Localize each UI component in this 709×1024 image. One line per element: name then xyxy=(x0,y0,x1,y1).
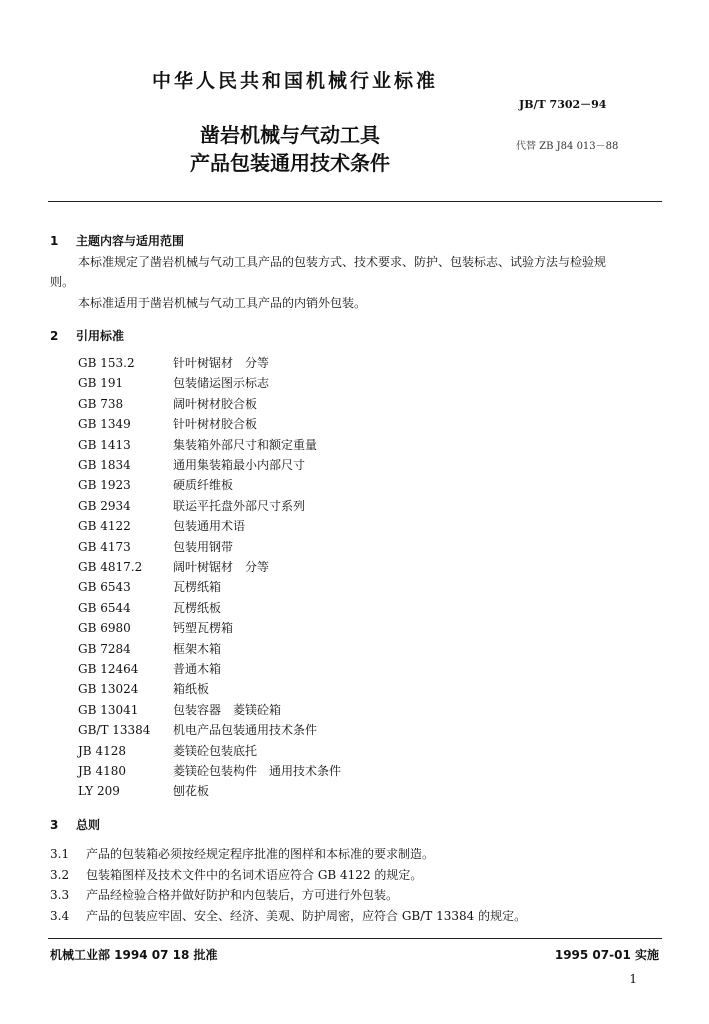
reference-code: GB 6980 xyxy=(78,621,131,636)
section1-para1-cont: 则。 xyxy=(50,275,75,289)
reference-item xyxy=(78,700,281,720)
reference-code: GB 153.2 xyxy=(78,356,135,370)
clause-number: 3.4 xyxy=(50,908,70,923)
reference-item xyxy=(78,679,209,699)
reference-item xyxy=(78,414,257,434)
clause-number: 3.1 xyxy=(50,847,70,861)
page-number: 1 xyxy=(629,972,637,986)
reference-item xyxy=(78,761,341,781)
reference-item xyxy=(78,516,245,536)
reference-item xyxy=(78,496,305,516)
document-title-line1: 凿岩机械与气动工具 xyxy=(200,123,380,147)
reference-name: 箱纸板 xyxy=(173,682,210,697)
reference-code: LY 209 xyxy=(78,784,120,799)
clause-number: 3.3 xyxy=(50,888,70,902)
reference-code: GB 4173 xyxy=(78,539,131,554)
reference-item xyxy=(78,557,269,577)
standard-organization: 中华人民共和国机械行业标准 xyxy=(151,70,438,92)
reference-name: 阔叶树材胶合板 xyxy=(173,396,258,411)
reference-item xyxy=(78,639,221,659)
reference-name: 硬质纤维板 xyxy=(173,478,234,493)
clause-text: 产品经检验合格并做好防护和内包装后，方可进行外包装。 xyxy=(86,888,399,902)
reference-name: 包装通用术语 xyxy=(173,519,246,534)
reference-code: GB 2934 xyxy=(78,498,131,513)
clause-text: 包装箱图样及技术文件中的名词术语应符合 GB 4122 的规定。 xyxy=(86,867,423,882)
reference-name: 集装箱外部尺寸和额定重量 xyxy=(173,437,318,452)
reference-code: GB/T 13384 xyxy=(78,723,151,738)
reference-code: GB 1349 xyxy=(78,417,131,432)
section1-para2: 本标准适用于凿岩机械与气动工具产品的内销外包装。 xyxy=(78,296,367,310)
document-title-line2: 产品包装通用技术条件 xyxy=(190,151,390,175)
reference-name: 瓦楞纸箱 xyxy=(173,580,222,595)
reference-item xyxy=(78,598,221,618)
clause-item xyxy=(50,844,434,864)
reference-name: 机电产品包装通用技术条件 xyxy=(173,723,318,738)
reference-code: GB 1413 xyxy=(78,437,131,452)
implementation-date: 1995 07-01 实施 xyxy=(554,948,659,962)
reference-name: 菱镁砼包装底托 xyxy=(173,743,258,758)
reference-item xyxy=(78,394,257,414)
reference-item xyxy=(78,537,233,557)
reference-name: 通用集装箱最小内部尺寸 xyxy=(173,458,306,472)
reference-code: GB 738 xyxy=(78,396,124,411)
reference-code: JB 4180 xyxy=(78,764,126,778)
reference-item xyxy=(78,720,317,740)
clause-number: 3.2 xyxy=(50,867,70,882)
section1-number: 1 xyxy=(50,234,59,248)
section3-number: 3 xyxy=(50,818,59,832)
reference-name: 针叶树材胶合板 xyxy=(173,417,258,432)
reference-name: 瓦楞纸板 xyxy=(173,600,222,615)
standard-number: JB/T 7302－94 xyxy=(519,98,607,111)
section2-number: 2 xyxy=(50,329,59,343)
reference-name: 框架木箱 xyxy=(173,641,222,656)
reference-item xyxy=(78,741,257,761)
reference-name: 刨花板 xyxy=(173,784,210,799)
reference-name: 包装容器 菱镁砼箱 xyxy=(173,702,282,717)
reference-name: 普通木箱 xyxy=(173,662,222,676)
clause-text: 产品的包装箱必须按经规定程序批准的图样和本标准的要求制造。 xyxy=(86,847,435,861)
reference-code: GB 7284 xyxy=(78,641,131,656)
clause-item xyxy=(50,865,422,885)
header-rule xyxy=(48,201,662,202)
reference-item xyxy=(78,353,269,373)
clause-text: 产品的包装应牢固、安全、经济、美观、防护周密，应符合 GB/T 13384 的规定。 xyxy=(86,908,527,923)
reference-code: GB 191 xyxy=(78,376,124,391)
reference-code: GB 6544 xyxy=(78,600,131,615)
reference-code: GB 6543 xyxy=(78,580,131,595)
reference-item xyxy=(78,455,305,475)
reference-name: 联运平托盘外部尺寸系列 xyxy=(173,498,306,513)
clause-item xyxy=(50,906,526,926)
reference-code: GB 12464 xyxy=(78,662,139,676)
approval-date: 机械工业部 1994 07 18 批准 xyxy=(50,948,218,962)
section1-para1: 本标准规定了凿岩机械与气动工具产品的包装方式、技术要求、防护、包装标志、试验方法与检验规 xyxy=(78,255,607,269)
reference-name: 钙塑瓦楞箱 xyxy=(173,621,234,636)
reference-code: GB 13041 xyxy=(78,702,139,717)
reference-code: GB 13024 xyxy=(78,682,139,697)
section1-heading xyxy=(50,232,184,249)
reference-code: GB 1923 xyxy=(78,478,131,493)
reference-name: 阔叶树锯材 分等 xyxy=(173,560,270,574)
section2-heading xyxy=(50,327,124,344)
section3-title: 总则 xyxy=(76,818,101,832)
reference-item xyxy=(78,781,209,801)
reference-name: 针叶树锯材 分等 xyxy=(173,356,270,370)
reference-code: GB 4817.2 xyxy=(78,560,143,574)
reference-item xyxy=(78,577,221,597)
reference-item xyxy=(78,435,317,455)
replaces-standard: 代替 ZB J84 013－88 xyxy=(516,141,619,152)
reference-item xyxy=(78,659,221,679)
clause-item xyxy=(50,885,398,905)
section2-title: 引用标准 xyxy=(76,329,125,343)
reference-code: JB 4128 xyxy=(78,743,126,758)
reference-item xyxy=(78,618,233,638)
reference-item xyxy=(78,475,233,495)
reference-name: 包装用钢带 xyxy=(173,539,234,554)
reference-code: GB 1834 xyxy=(78,458,131,472)
footer-rule xyxy=(48,938,662,939)
reference-item xyxy=(78,373,269,393)
reference-name: 菱镁砼包装构件 通用技术条件 xyxy=(173,764,342,778)
reference-name: 包装储运图示标志 xyxy=(173,376,270,391)
reference-code: GB 4122 xyxy=(78,519,131,534)
section1-title: 主题内容与适用范围 xyxy=(76,234,185,248)
section3-heading xyxy=(50,816,100,833)
